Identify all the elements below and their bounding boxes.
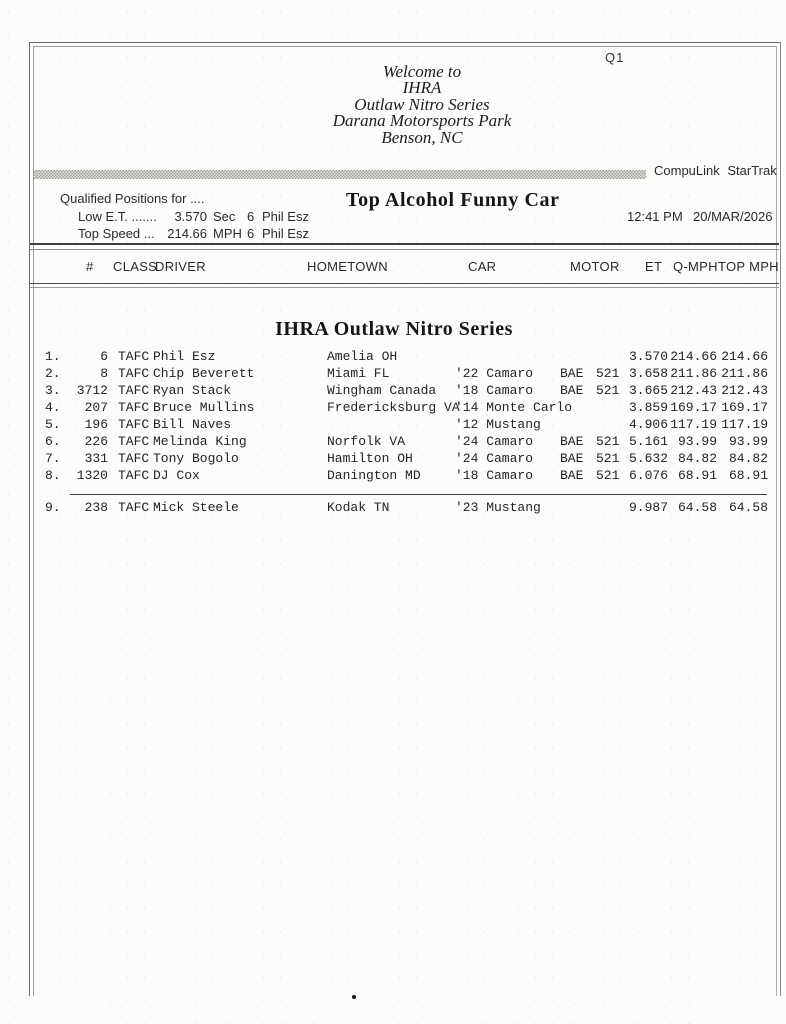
cell-cls: TAFC [118,451,150,466]
cell-cls: TAFC [118,383,150,398]
cell-motor_size: 521 [596,434,620,449]
cell-car: '12 Mustang [455,417,541,432]
cell-motor_size: 521 [596,451,620,466]
cell-et: 3.859 [628,400,668,415]
table-row [0,383,786,400]
welcome-line: IHRA [402,78,442,98]
col-header-motor: MOTOR [570,259,620,274]
table-row [0,451,786,468]
cell-num: 3712 [76,383,108,398]
cell-num: 207 [84,400,108,415]
cell-qmph: 84.82 [677,451,717,466]
class-title: Top Alcohol Funny Car [346,189,560,211]
cell-et: 6.076 [628,468,668,483]
cell-cls: TAFC [118,349,150,364]
header-rule-bottom-thick [30,283,779,284]
top-speed-driver: Phil Esz [262,226,309,241]
col-header-car: CAR [468,259,497,274]
brand-label: CompuLink StarTrak [654,163,777,178]
cell-qmph: 93.99 [677,434,717,449]
col-header-class: CLASS [113,259,158,274]
cell-topmph: 64.58 [728,500,768,515]
col-header-qmph: Q-MPH [673,259,718,274]
top-speed-car-number: 6 [247,226,255,241]
cell-car: '14 Monte Carlo [455,400,573,415]
table-row [0,434,786,451]
top-speed-unit: MPH [213,226,242,241]
cell-driver: Bruce Mullins [153,400,255,415]
welcome-line: Darana Motorsports Park [332,111,512,131]
cell-hometown: Kodak TN [327,500,390,515]
cell-cls: TAFC [118,400,150,415]
cell-motor_make: BAE [560,451,584,466]
cell-et: 9.987 [628,500,668,515]
cell-motor_make: BAE [560,383,584,398]
cell-car: '23 Mustang [455,500,541,515]
cell-topmph: 211.86 [721,366,768,381]
cell-et: 5.632 [628,451,668,466]
header-rule-top-thick [30,243,779,245]
header-rule-bottom-thin [30,287,779,288]
cell-cls: TAFC [118,366,150,381]
cell-topmph: 84.82 [728,451,768,466]
col-header-driver: DRIVER [155,259,206,274]
cell-motor_size: 521 [596,366,620,381]
cell-driver: Mick Steele [153,500,239,515]
cell-topmph: 212.43 [721,383,768,398]
bump-line-separator [70,494,767,495]
cell-hometown: Amelia OH [327,349,398,364]
section-title: IHRA Outlaw Nitro Series [275,318,513,340]
table-row [0,400,786,417]
col-header-hometown: HOMETOWN [307,259,388,274]
cell-cls: TAFC [118,434,150,449]
cell-hometown: Miami FL [327,366,390,381]
low-et-label: Low E.T. ....... [78,209,157,224]
cell-et: 3.570 [628,349,668,364]
cell-car: '18 Camaro [455,468,534,483]
cell-num: 196 [84,417,108,432]
cell-car: '18 Camaro [455,383,534,398]
col-header-topmph: TOP MPH [718,259,779,274]
table-row [0,349,786,366]
cell-pos: 4. [45,400,61,415]
cell-qmph: 211.86 [670,366,717,381]
cell-car: '24 Camaro [455,451,534,466]
cell-qmph: 68.91 [677,468,717,483]
col-header-number: # [86,259,94,274]
header-rule-top-thin [30,249,779,250]
cell-pos: 7. [45,451,61,466]
cell-motor_size: 521 [596,383,620,398]
top-speed-line [0,226,786,241]
print-time: 12:41 PM [627,209,683,224]
welcome-line: Welcome to [382,62,462,81]
low-et-car-number: 6 [247,209,255,224]
welcome-line: Outlaw Nitro Series [354,94,490,114]
table-header-row [0,259,786,275]
cell-qmph: 64.58 [677,500,717,515]
cell-cls: TAFC [118,468,150,483]
cell-car: '22 Camaro [455,366,534,381]
low-et-unit: Sec [213,209,236,224]
cell-et: 3.658 [628,366,668,381]
cell-hometown: Hamilton OH [327,451,413,466]
cell-pos: 5. [45,417,61,432]
cell-pos: 2. [45,366,61,381]
scan-artifact-dot [352,995,356,999]
col-header-et: ET [645,259,663,274]
session-label: Q1 [605,50,625,65]
print-date: 20/MAR/2026 [693,209,773,224]
cell-qmph: 214.66 [670,349,717,364]
cell-qmph: 169.17 [670,400,717,415]
hatched-divider-band [34,170,646,179]
cell-car: '24 Camaro [455,434,534,449]
cell-motor_make: BAE [560,434,584,449]
cell-topmph: 214.66 [721,349,768,364]
cell-pos: 9. [45,500,61,515]
welcome-line: Benson, NC [381,127,463,147]
cell-hometown: Norfolk VA [327,434,406,449]
cell-driver: Ryan Stack [153,383,232,398]
cell-driver: Chip Beverett [153,366,255,381]
cell-et: 4.906 [628,417,668,432]
cell-pos: 6. [45,434,61,449]
top-speed-label: Top Speed ... [78,226,155,241]
cell-qmph: 212.43 [670,383,717,398]
cell-driver: Bill Naves [153,417,232,432]
cell-num: 331 [84,451,108,466]
cell-hometown: Fredericksburg VA [327,400,460,415]
cell-driver: Melinda King [153,434,247,449]
cell-cls: TAFC [118,500,150,515]
cell-num: 8 [100,366,108,381]
cell-topmph: 169.17 [721,400,768,415]
cell-motor_make: BAE [560,468,584,483]
cell-pos: 8. [45,468,61,483]
cell-topmph: 117.19 [721,417,768,432]
cell-topmph: 68.91 [728,468,768,483]
cell-topmph: 93.99 [728,434,768,449]
cell-pos: 1. [45,349,61,364]
table-row [0,366,786,383]
low-et-value: 3.570 [174,209,207,224]
low-et-driver: Phil Esz [262,209,309,224]
top-speed-value: 214.66 [167,226,207,241]
cell-num: 238 [84,500,108,515]
table-row [0,468,786,485]
cell-driver: Tony Bogolo [153,451,239,466]
welcome-block [222,64,622,146]
cell-driver: Phil Esz [153,349,216,364]
cell-driver: DJ Cox [153,468,200,483]
qualifying-heading: Qualified Positions for .... [60,191,205,206]
cell-num: 1320 [76,468,108,483]
cell-hometown: Wingham Canada [327,383,437,398]
cell-num: 226 [84,434,108,449]
cell-pos: 3. [45,383,61,398]
cell-motor_make: BAE [560,366,584,381]
cell-et: 5.161 [628,434,668,449]
table-row [0,417,786,434]
cell-et: 3.665 [628,383,668,398]
cell-hometown: Danington MD [327,468,421,483]
cell-qmph: 117.19 [670,417,717,432]
cell-motor_size: 521 [596,468,620,483]
table-row [0,500,786,517]
cell-num: 6 [100,349,108,364]
cell-cls: TAFC [118,417,150,432]
